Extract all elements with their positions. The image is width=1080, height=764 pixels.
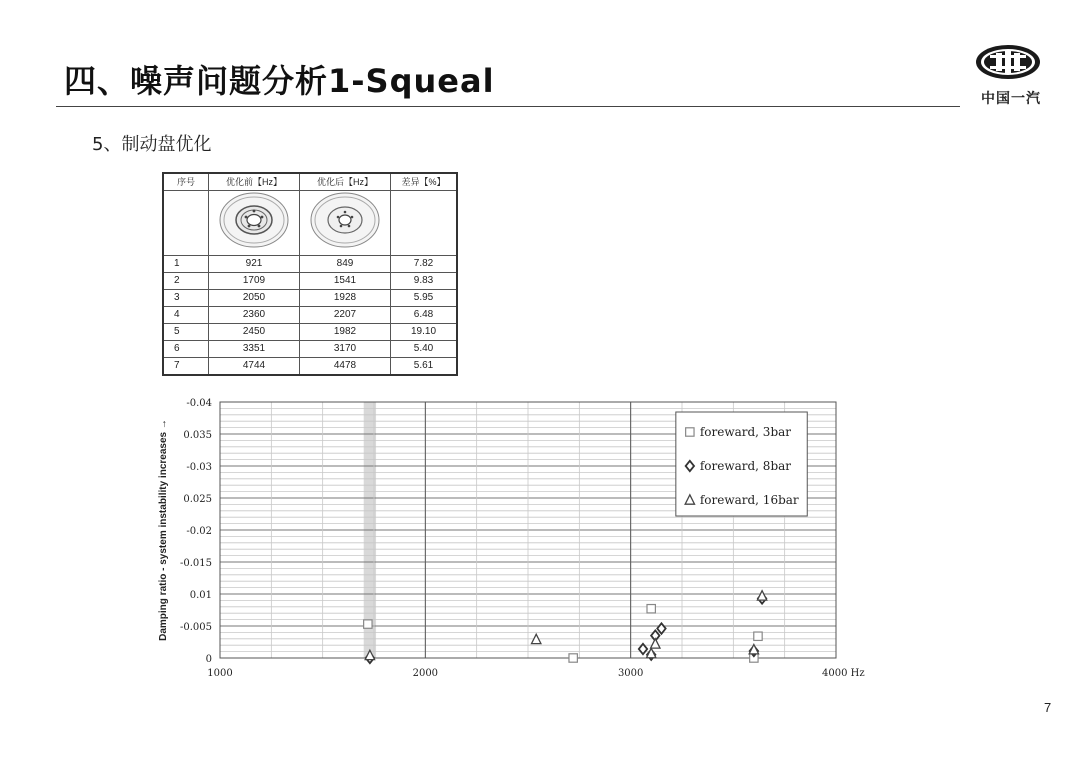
legend-label: foreward, 8bar [699, 459, 792, 473]
cell-diff: 5.61 [391, 358, 458, 376]
section-subtitle: 5、制动盘优化 [92, 134, 212, 155]
cell-index: 4 [163, 307, 209, 324]
data-point-square [364, 620, 372, 628]
y-tick-label: -0.02 [186, 526, 212, 537]
cell-after: 1928 [300, 290, 391, 307]
cell-before: 921 [209, 256, 300, 273]
data-point-square [754, 632, 762, 640]
data-point-triangle [651, 639, 660, 648]
cell-index: 6 [163, 341, 209, 358]
cell-diff: 5.40 [391, 341, 458, 358]
cell-diff: 9.83 [391, 273, 458, 290]
header-after: 优化后【Hz】 [300, 173, 391, 191]
x-tick-label: 1000 [207, 668, 233, 679]
cell-diff: 6.48 [391, 307, 458, 324]
legend-marker-square [686, 428, 694, 436]
cell-before: 2360 [209, 307, 300, 324]
cell-after: 3170 [300, 341, 391, 358]
damping-scatter-chart [152, 388, 882, 688]
table-row [163, 341, 457, 358]
y-tick-label: -0.015 [179, 558, 212, 569]
page-number: 7 [1044, 700, 1052, 715]
legend-label: foreward, 16bar [699, 493, 799, 507]
cell-diff: 19.10 [391, 324, 458, 341]
frequency-table [162, 172, 458, 376]
cell-index: 2 [163, 273, 209, 290]
header-before: 优化前【Hz】 [209, 173, 300, 191]
table-row [163, 324, 457, 341]
slide-title: 四、噪声问题分析1-Squeal [64, 62, 495, 100]
cell-index: 7 [163, 358, 209, 376]
data-point-square [569, 654, 577, 662]
cell-before: 4744 [209, 358, 300, 376]
x-tick-label: 3000 [617, 668, 644, 679]
table-row [163, 256, 457, 273]
cell-before: 2450 [209, 324, 300, 341]
y-tick-label: 0.035 [183, 430, 212, 441]
y-tick-label: -0.04 [186, 398, 212, 409]
y-axis-label: Damping ratio - system instability increases → [158, 419, 169, 641]
cell-diff: 5.95 [391, 290, 458, 307]
data-point-triangle [757, 591, 766, 600]
cell-index: 5 [163, 324, 209, 341]
disc-after-image [309, 191, 381, 249]
table-row [163, 273, 457, 290]
cell-before: 1709 [209, 273, 300, 290]
cell-after: 4478 [300, 358, 391, 376]
y-tick-label: 0 [205, 654, 212, 665]
table-row [163, 358, 457, 376]
cell-diff: 7.82 [391, 256, 458, 273]
cell-index: 1 [163, 256, 209, 273]
y-tick-label: 0.01 [189, 590, 212, 601]
x-tick-label: 2000 [412, 668, 439, 679]
header-index: 序号 [163, 173, 209, 191]
table-row [163, 307, 457, 324]
cell-index: 3 [163, 290, 209, 307]
logo-text: 中国一汽 [981, 91, 1041, 107]
cell-after: 2207 [300, 307, 391, 324]
x-tick-label: 4000 Hz [822, 668, 865, 679]
y-tick-label: -0.005 [179, 622, 212, 633]
y-tick-label: 0.025 [183, 494, 212, 505]
cell-after: 1541 [300, 273, 391, 290]
cell-after: 1982 [300, 324, 391, 341]
table-row [163, 290, 457, 307]
cell-before: 2050 [209, 290, 300, 307]
y-tick-label: -0.03 [186, 462, 212, 473]
disc-before-image [218, 191, 290, 249]
header-diff: 差异【%】 [391, 173, 458, 191]
data-point-square [647, 605, 655, 613]
cell-before: 3351 [209, 341, 300, 358]
legend-label: foreward, 3bar [699, 425, 792, 439]
table-header-row [163, 173, 457, 191]
cell-after: 849 [300, 256, 391, 273]
title-rule [56, 106, 960, 107]
disc-image-row [163, 191, 457, 256]
